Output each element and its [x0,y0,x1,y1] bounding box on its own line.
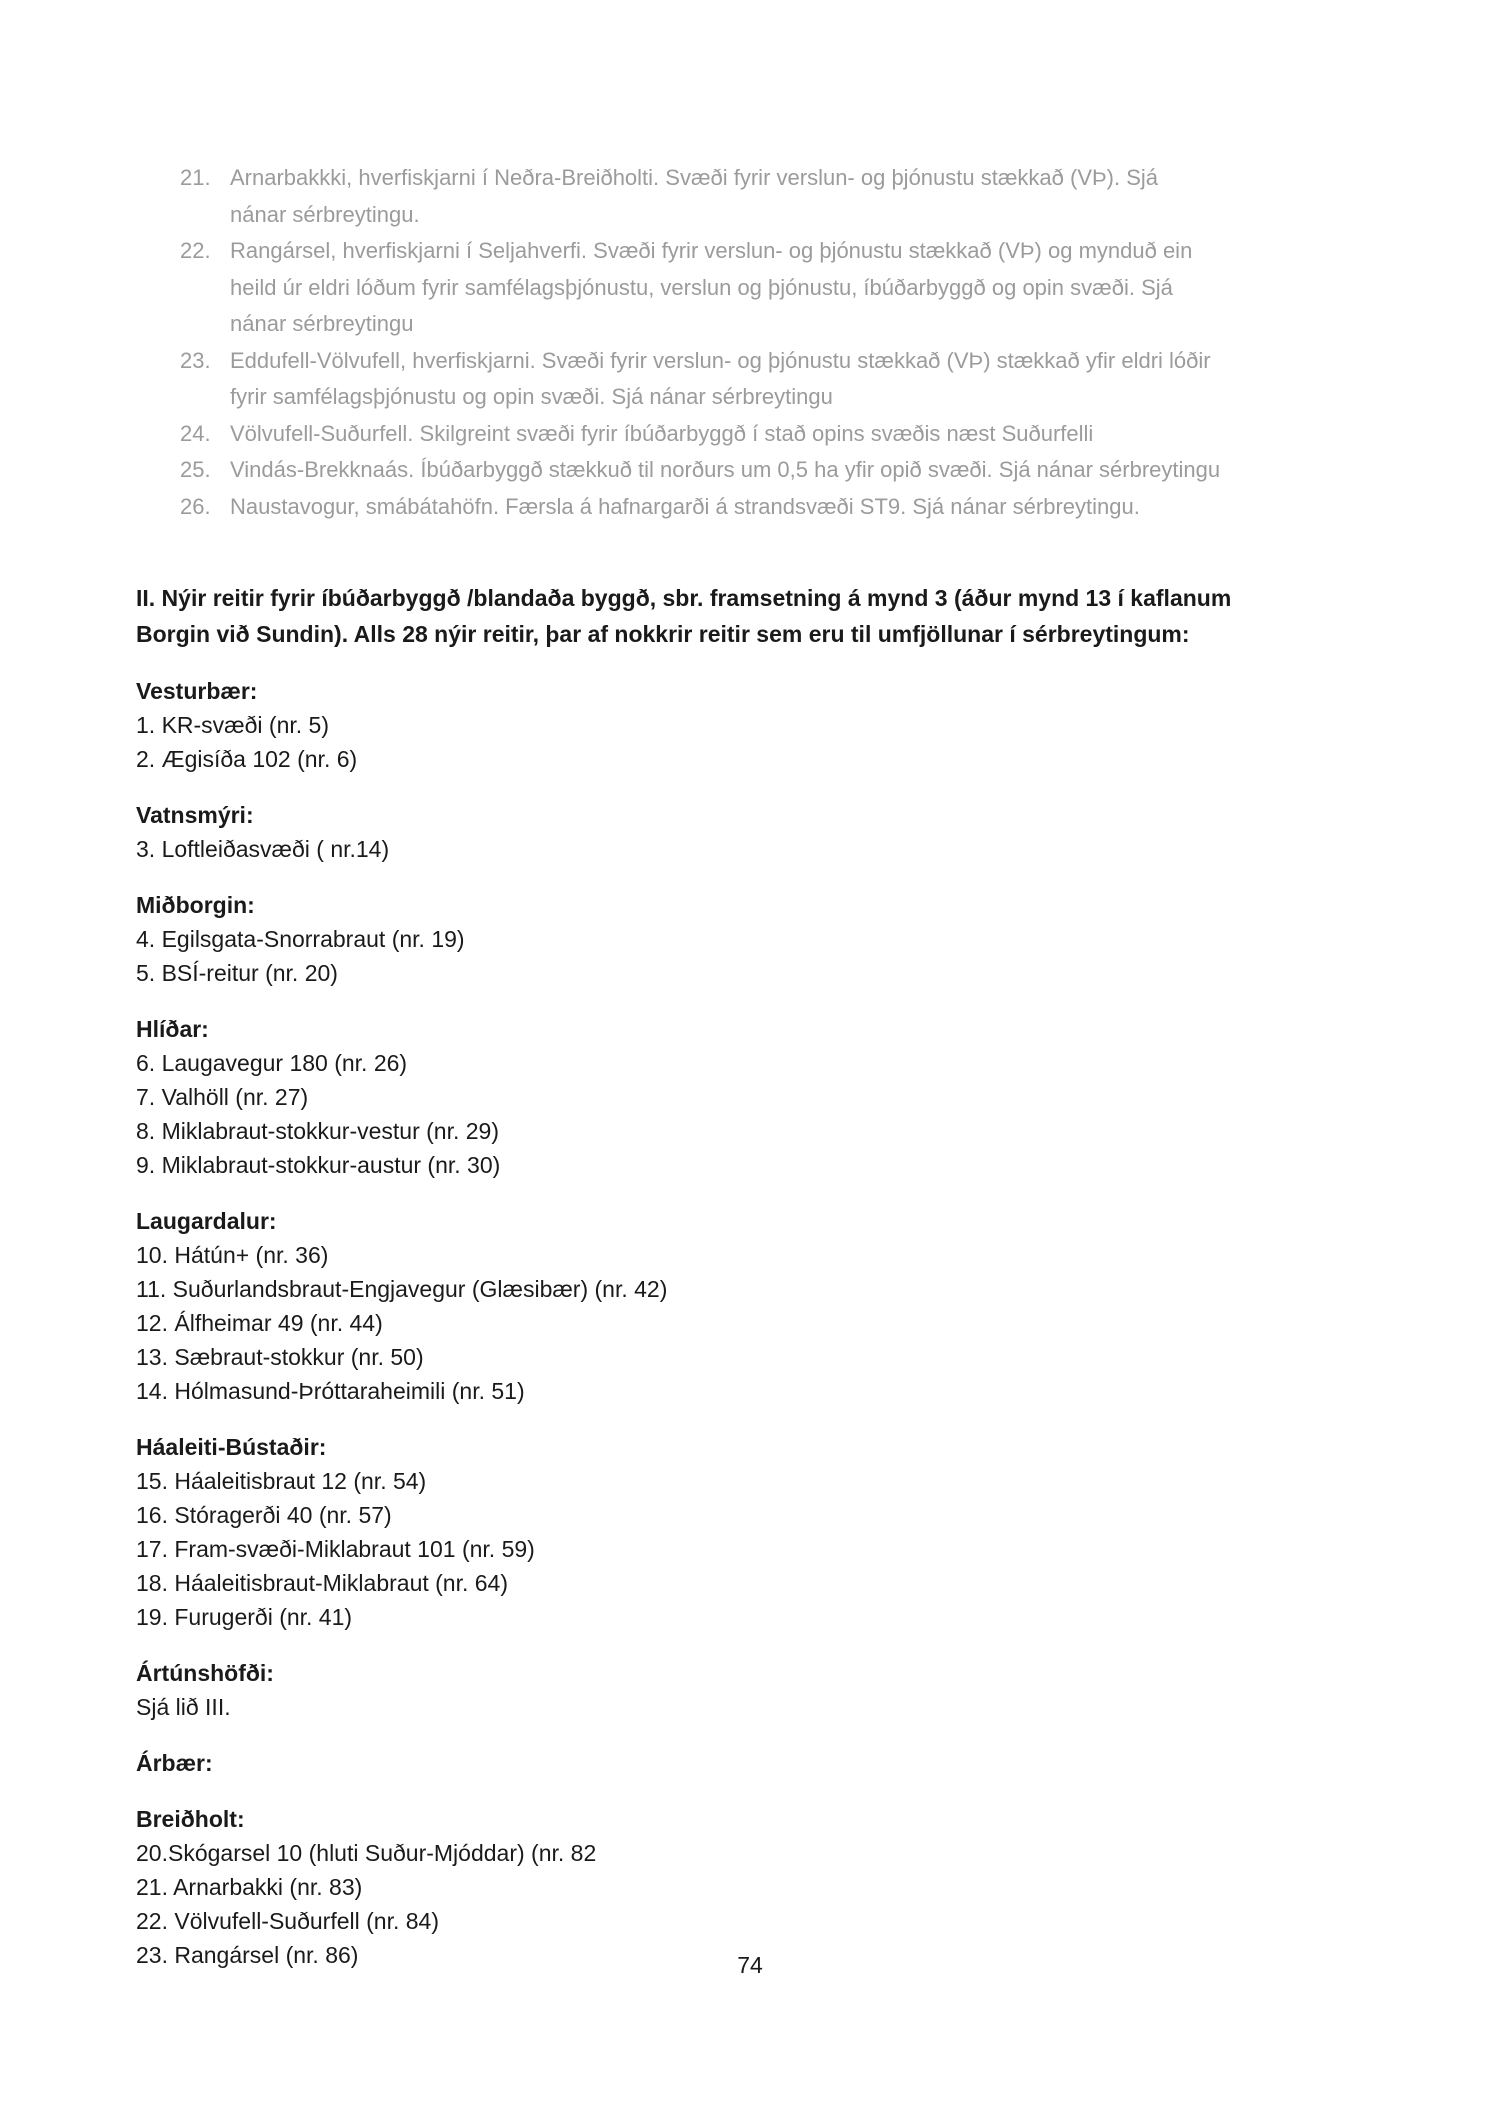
district-group [136,888,1366,990]
district-item: 9. Miklabraut-stokkur-austur (nr. 30) [136,1152,501,1178]
prior-list-text-line: Eddufell-Völvufell, hverfiskjarni. Svæði fyrir verslun- og þjónustu stækkað (VÞ) stækkað yfir eldri lóðir [230,347,1211,373]
prior-list-number: 24. [180,420,211,446]
district-group [136,1656,1366,1724]
prior-list-number: 22. [180,238,211,263]
prior-list-number: 21. [180,165,211,190]
district-group [136,1204,1366,1408]
prior-list-number: 26. [180,493,211,519]
district-item: 8. Miklabraut-stokkur-vestur (nr. 29) [136,1118,500,1144]
district-item: 4. Egilsgata-Snorrabraut (nr. 19) [136,926,465,952]
district-item: Sjá lið III. [136,1694,231,1720]
district-item: 23. Rangársel (nr. 86) [136,1942,359,1968]
district-item: 1. KR-svæði (nr. 5) [136,712,329,738]
district-group [136,798,1366,866]
district-item: 16. Stóragerði 40 (nr. 57) [136,1502,392,1528]
section-heading [136,580,1366,652]
district-group [136,1746,1366,1780]
district-title: Miðborgin: [136,892,255,918]
prior-list-item [180,343,1380,416]
district-title: Árbær: [136,1750,213,1776]
district-title: Háaleiti-Bústaðir: [136,1434,327,1460]
prior-list-text-line: Arnarbakkki, hverfiskjarni í Neðra-Breiðholti. Svæði fyrir verslun- og þjónustu stækkað (VÞ). Sjá [230,165,1159,190]
district-item: 10. Hátún+ (nr. 36) [136,1242,329,1268]
district-item: 17. Fram-svæði-Miklabraut 101 (nr. 59) [136,1536,535,1562]
prior-list-number: 25. [180,457,211,482]
section-heading-line-1: II. Nýir reitir fyrir íbúðarbyggð /blandaða byggð, sbr. framsetning á mynd 3 (áður mynd 13 í kaflanum [136,585,1232,611]
prior-list-text-line: heild úr eldri lóðum fyrir samfélagsþjónustu, verslun og þjónustu, íbúðarbyggð og opin svæði. Sjá [230,274,1173,300]
district-item: 13. Sæbraut-stokkur (nr. 50) [136,1344,424,1370]
district-item: 3. Loftleiðasvæði ( nr.14) [136,836,390,862]
prior-list-item [180,160,1380,233]
district-item: 6. Laugavegur 180 (nr. 26) [136,1050,408,1076]
district-item: 22. Völvufell-Suðurfell (nr. 84) [136,1908,439,1934]
prior-list-item [180,489,1380,526]
district-item: 19. Furugerði (nr. 41) [136,1604,353,1630]
district-group [136,1802,1366,1972]
district-groups [136,674,1366,1972]
district-item: 14. Hólmasund-Þróttaraheimili (nr. 51) [136,1378,525,1404]
prior-list-number: 23. [180,347,211,373]
prior-list-text-line: nánar sérbreytingu [230,311,414,336]
prior-list-text-line: Vindás-Brekknaás. Íbúðarbyggð stækkuð til norðurs um 0,5 ha yfir opið svæði. Sjá nánar sérbreytingu [230,457,1221,482]
district-item: 11. Suðurlandsbraut-Engjavegur (Glæsibær) (nr. 42) [136,1276,668,1302]
prior-list-text-line: Naustavogur, smábátahöfn. Færsla á hafnargarði á strandsvæði ST9. Sjá nánar sérbreytingu. [230,493,1140,519]
district-title: Laugardalur: [136,1208,277,1234]
district-item: 21. Arnarbakki (nr. 83) [136,1874,363,1900]
district-title: Breiðholt: [136,1806,245,1832]
district-item: 12. Álfheimar 49 (nr. 44) [136,1310,383,1336]
district-title: Vatnsmýri: [136,802,254,828]
district-title: Hlíðar: [136,1016,209,1042]
prior-changes-list [180,160,1380,525]
prior-list-text-line: fyrir samfélagsþjónustu og opin svæði. Sjá nánar sérbreytingu [230,384,833,409]
district-item: 18. Háaleitisbraut-Miklabraut (nr. 64) [136,1570,508,1596]
district-item: 7. Valhöll (nr. 27) [136,1084,309,1110]
district-title: Vesturbær: [136,678,258,704]
district-item: 15. Háaleitisbraut 12 (nr. 54) [136,1468,427,1494]
district-item: 2. Ægisíða 102 (nr. 6) [136,746,358,772]
prior-list-text-line: nánar sérbreytingu. [230,201,420,227]
prior-list-item [180,416,1380,453]
district-item: 5. BSÍ-reitur (nr. 20) [136,960,338,986]
prior-list-item [180,452,1380,489]
district-group [136,1012,1366,1182]
prior-list-item [180,233,1380,343]
new-areas-section [136,580,1366,1972]
district-group [136,1430,1366,1634]
district-item: 20.Skógarsel 10 (hluti Suður-Mjóddar) (nr. 82 [136,1840,597,1866]
prior-list-text-line: Völvufell-Suðurfell. Skilgreint svæði fyrir íbúðarbyggð í stað opins svæðis næst Suðurfelli [230,420,1094,446]
prior-list-text-line: Rangársel, hverfiskjarni í Seljahverfi. Svæði fyrir verslun- og þjónustu stækkað (VÞ) og mynduð ein [230,238,1193,263]
page-number: 74 [737,1952,763,1978]
district-group [136,674,1366,776]
district-title: Ártúnshöfði: [136,1660,274,1686]
section-heading-line-2: Borgin við Sundin). Alls 28 nýir reitir, þar af nokkrir reitir sem eru til umfjöllunar í sérbreytingum: [136,621,1190,647]
